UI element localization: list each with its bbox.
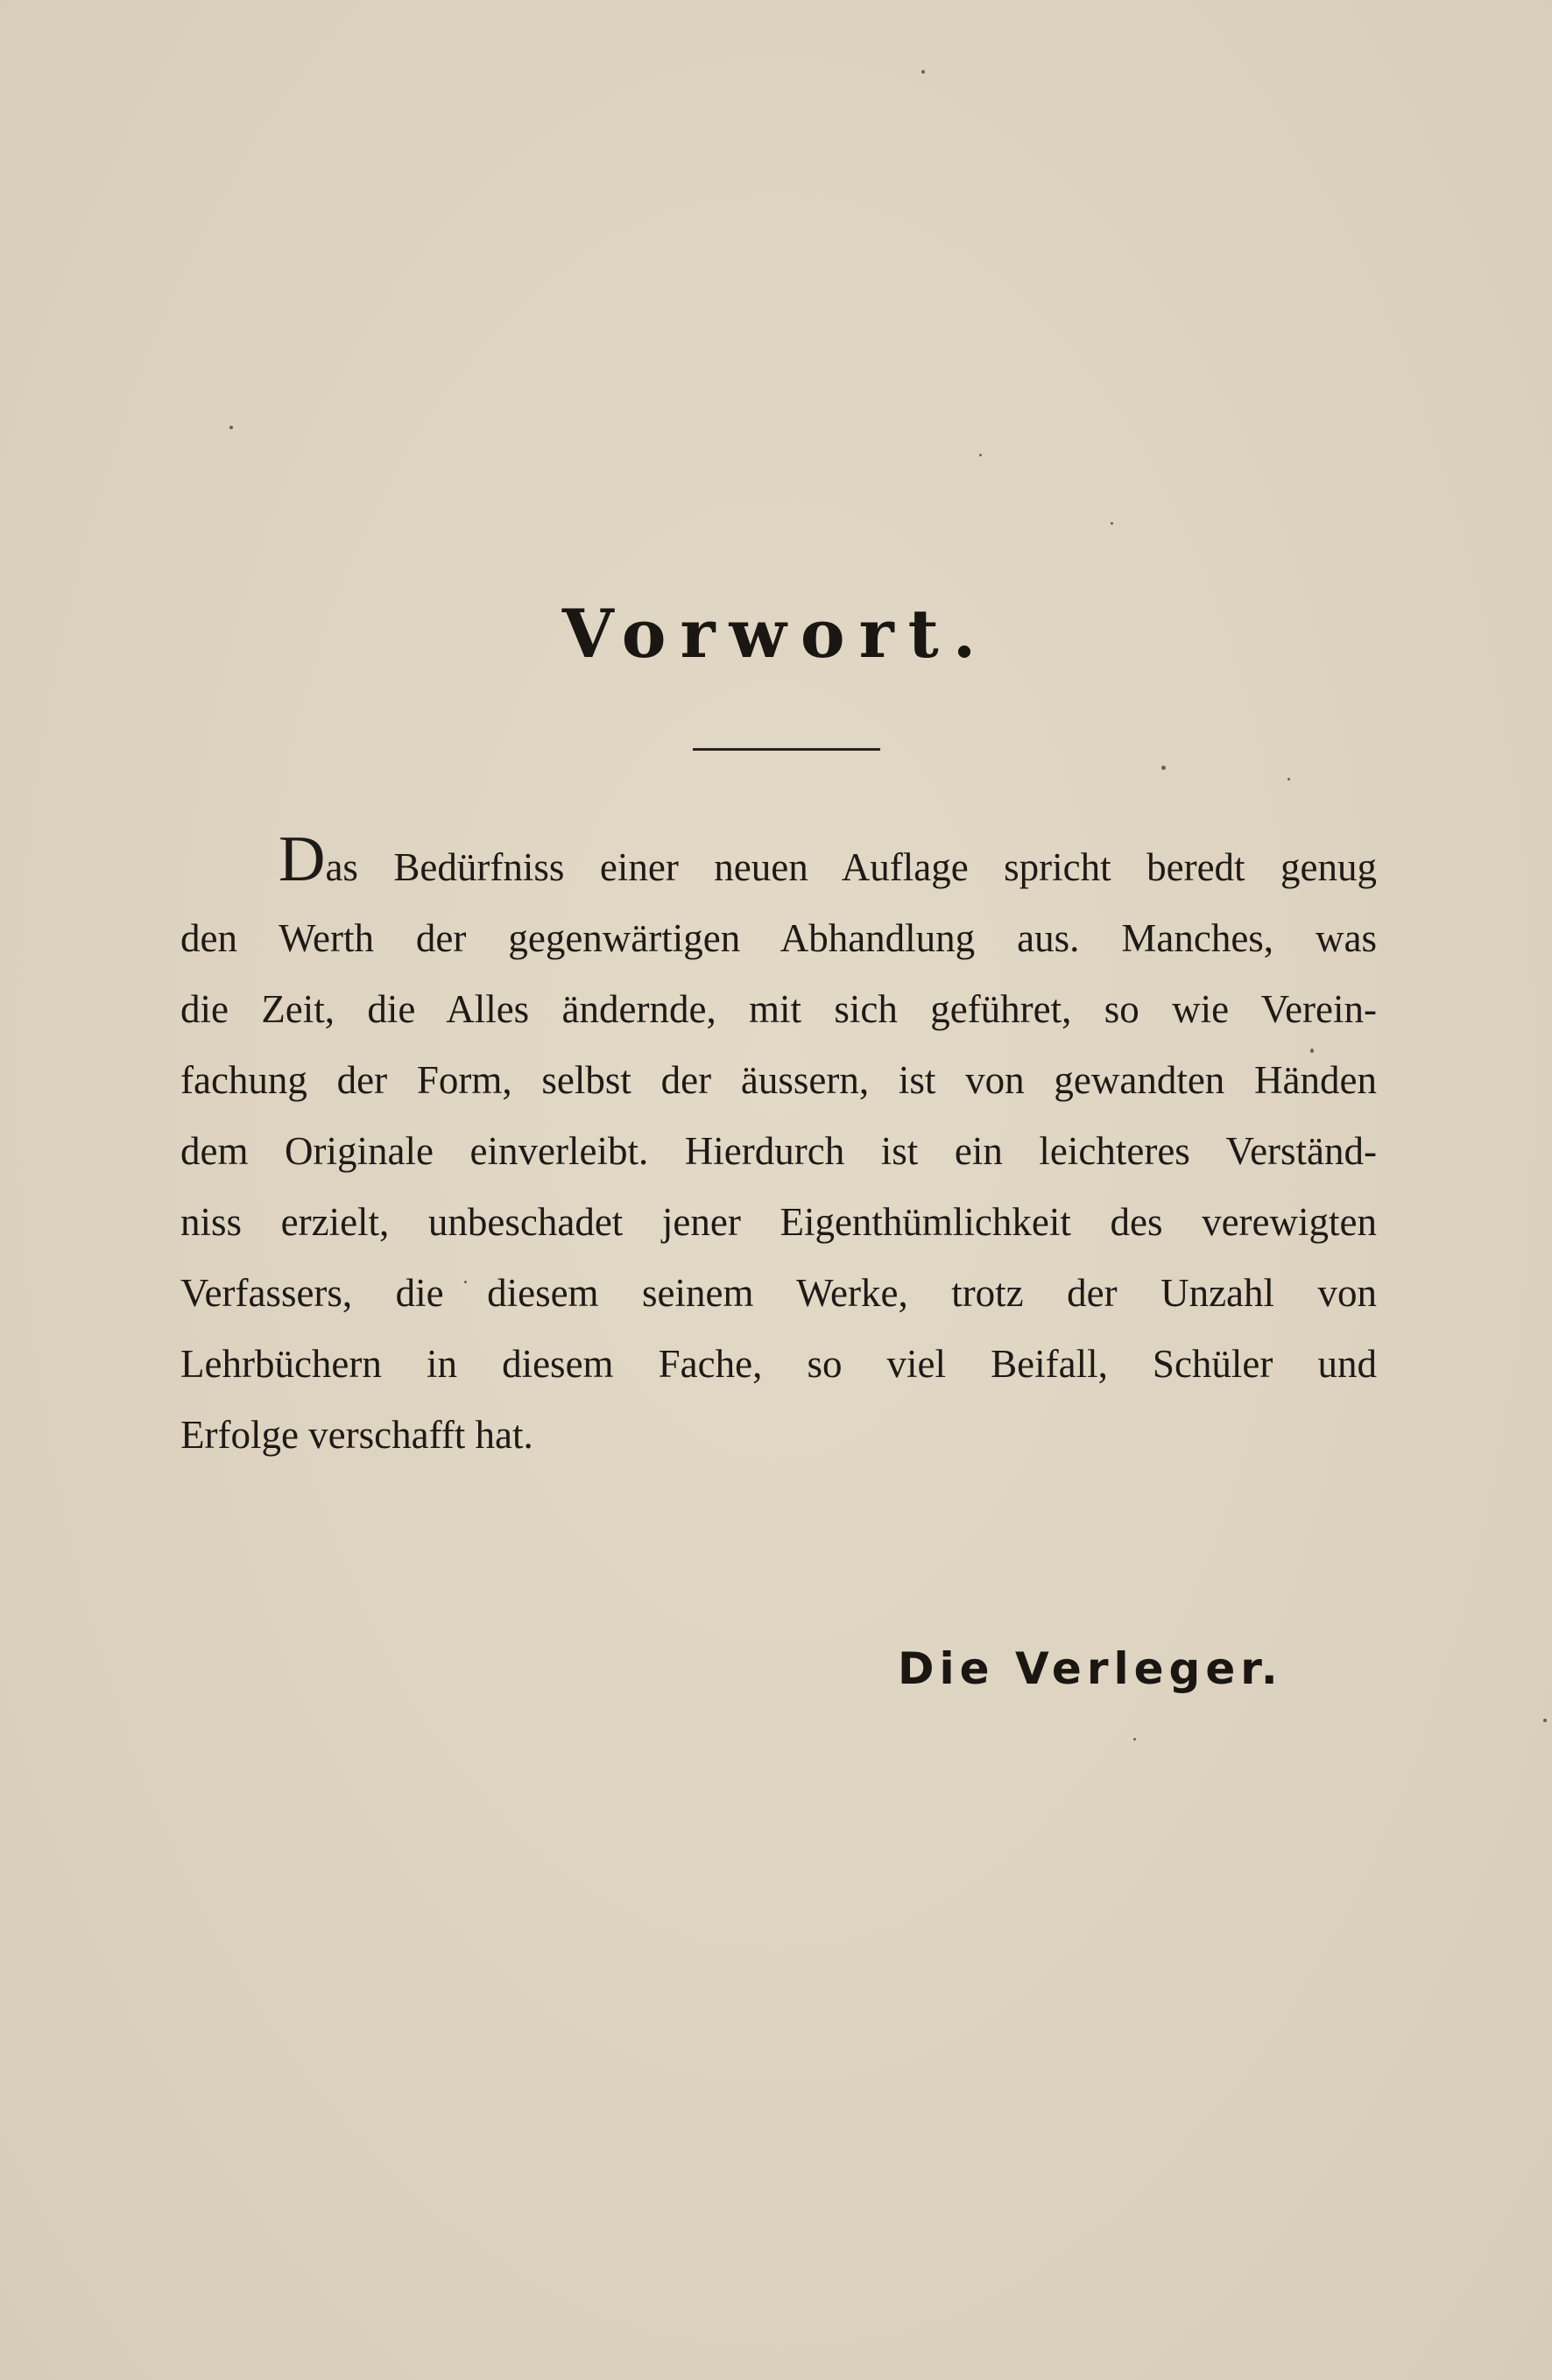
page-title: Vorwort. — [561, 595, 991, 673]
title-rule — [693, 748, 880, 751]
paper-speck — [229, 426, 233, 429]
paper-speck — [979, 454, 982, 456]
drop-cap: D — [279, 823, 326, 895]
first-line-text: as Bedürfniss einer neuen Auflage spricht beredt genug — [325, 845, 1377, 889]
paper-speck — [921, 70, 925, 74]
signature: Die Verleger. — [898, 1643, 1283, 1694]
text-line-9: Erfolge verschafft hat. — [180, 1413, 533, 1457]
paper-speck — [1133, 1738, 1136, 1741]
text-line-4: fachung der Form, selbst der äussern, ist von gewandten Händen — [180, 1058, 1377, 1102]
paper-speck — [1111, 522, 1113, 525]
text-line-5: dem Originale einverleibt. Hierdurch ist ein leichteres Verständ- — [180, 1129, 1377, 1173]
text-line-6: niss erzielt, unbeschadet jener Eigenthümlichkeit des verewigten — [180, 1200, 1377, 1244]
text-line-8: Lehrbüchern in diesem Fache, so viel Beifall, Schüler und — [180, 1342, 1377, 1386]
paper-speck — [1287, 778, 1290, 780]
text-line-3: die Zeit, die Alles ändernde, mit sich geführet, so wie Verein- — [180, 987, 1377, 1031]
preface-paragraph — [180, 823, 1377, 1471]
paper-speck — [1543, 1719, 1547, 1722]
text-line-7: Verfassers, die diesem seinem Werke, trotz der Unzahl von — [180, 1271, 1377, 1315]
paper-speck — [1161, 766, 1166, 770]
text-line-1 — [180, 823, 1377, 903]
text-line-2: den Werth der gegenwärtigen Abhandlung aus. Manches, was — [180, 916, 1377, 960]
